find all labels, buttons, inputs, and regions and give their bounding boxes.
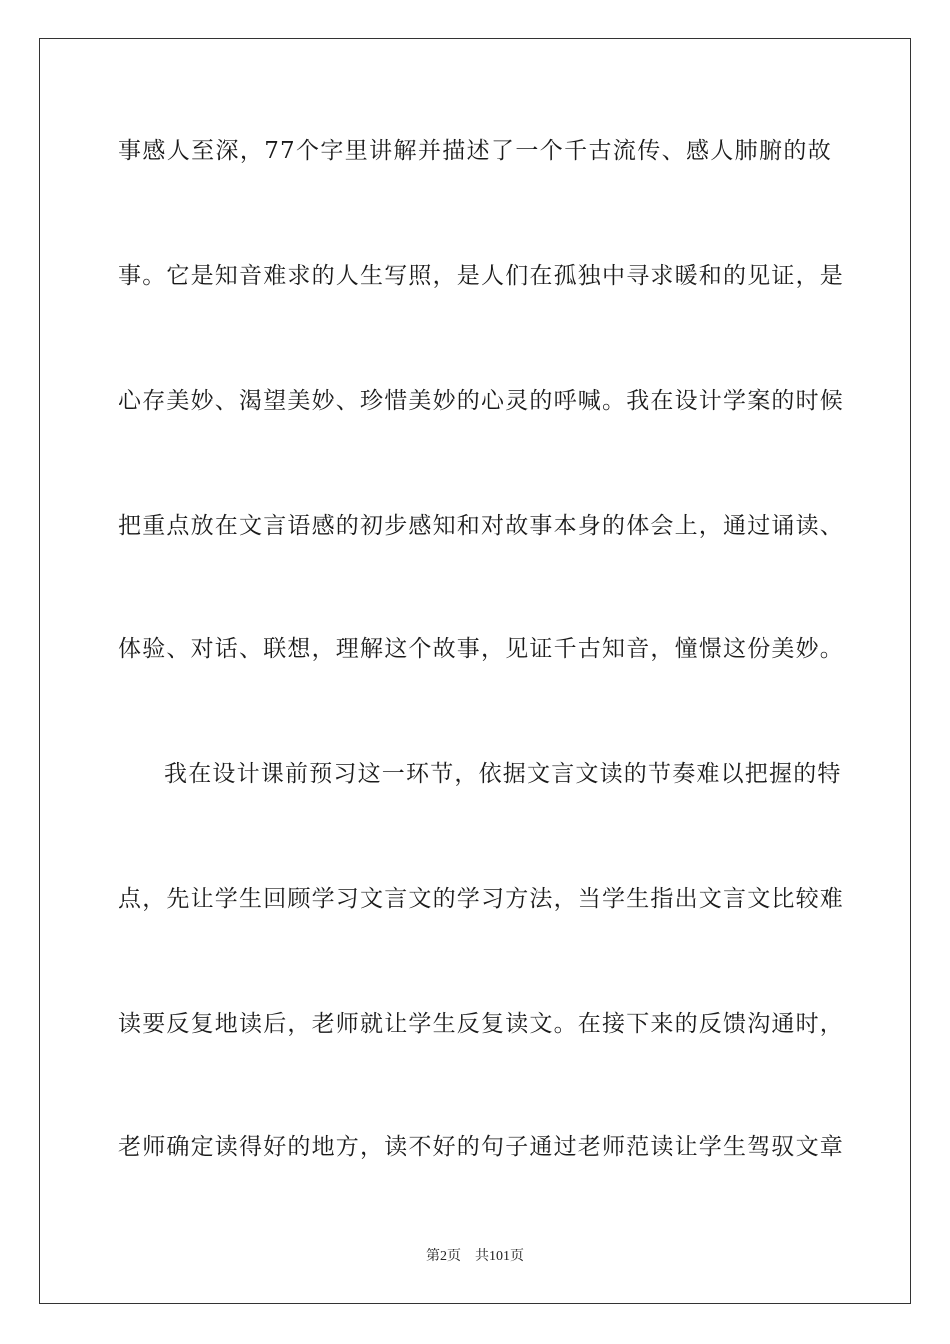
total-pages: 共101页 — [475, 1249, 524, 1264]
body-text-line-7: 点，先让学生回顾学习文言文的学习方法，当学生指出文言文比较难 — [118, 886, 844, 912]
body-text-line-3: 心存美妙、渴望美妙、珍惜美妙的心灵的呼喊。我在设计学案的时候 — [118, 388, 844, 414]
body-text-line-6: 我在设计课前预习这一环节，依据文言文读的节奏难以把握的特 — [164, 761, 842, 787]
page-number: 第2页 — [426, 1249, 461, 1264]
page-border — [39, 38, 911, 1304]
body-text-line-1: 事感人至深，77个字里讲解并描述了一个千古流传、感人肺腑的故 — [118, 138, 832, 164]
body-text-line-5: 体验、对话、联想，理解这个故事，见证千古知音，憧憬这份美妙。 — [118, 636, 844, 662]
body-text-line-8: 读要反复地读后，老师就让学生反复读文。在接下来的反馈沟通时， — [118, 1011, 844, 1037]
body-text-line-4: 把重点放在文言语感的初步感知和对故事本身的体会上，通过诵读、 — [118, 513, 844, 539]
body-text-line-2: 事。它是知音难求的人生写照，是人们在孤独中寻求暖和的见证，是 — [118, 263, 844, 289]
page-footer — [0, 1247, 950, 1267]
body-text-line-9: 老师确定读得好的地方，读不好的句子通过老师范读让学生驾驭文章 — [118, 1134, 844, 1160]
